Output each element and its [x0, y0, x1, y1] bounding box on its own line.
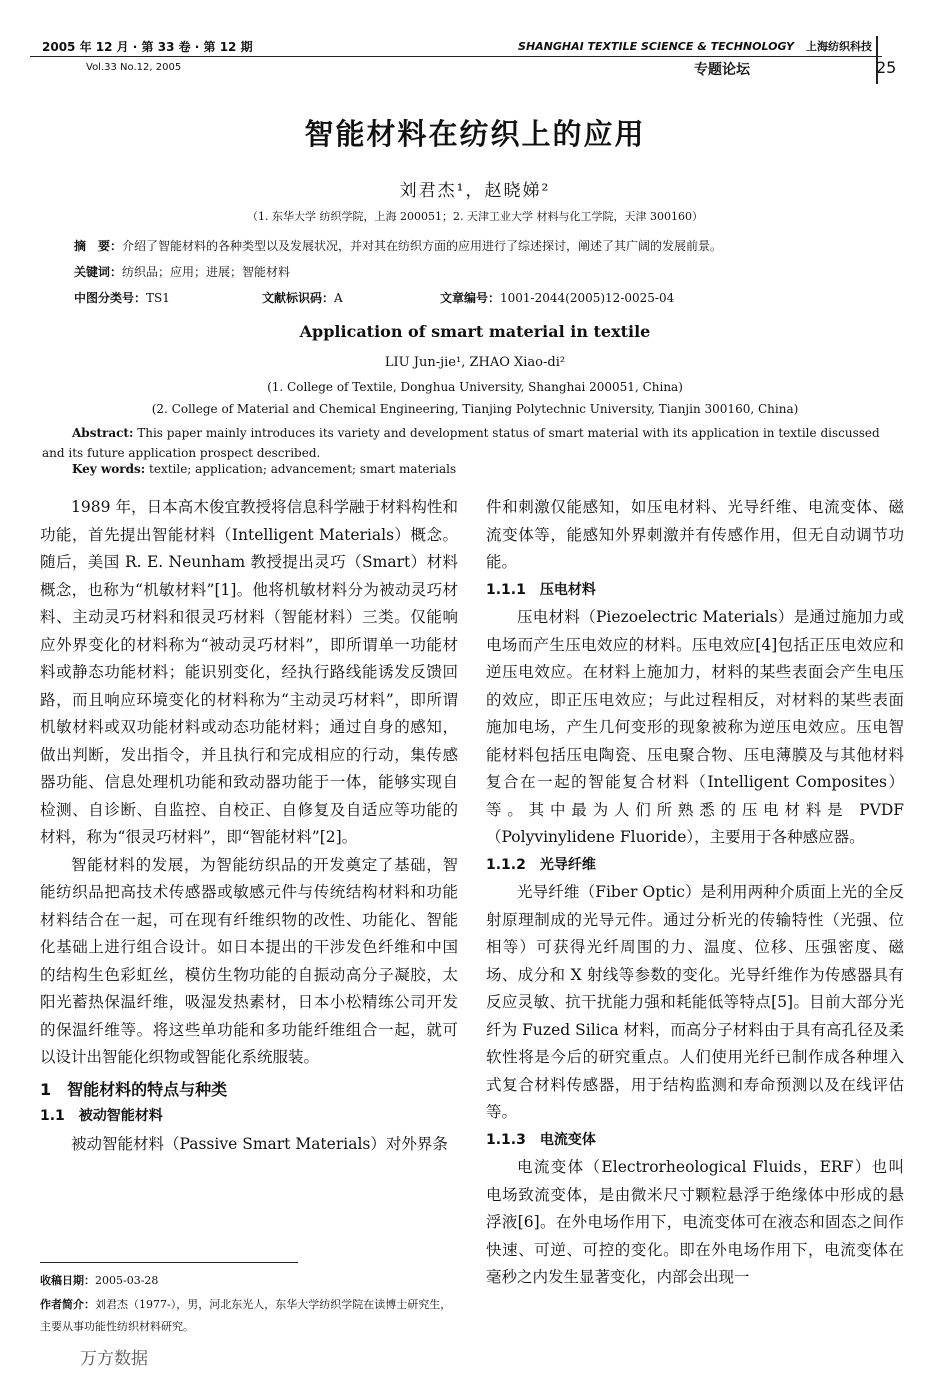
classification-label: 中图分类号：: [74, 291, 147, 305]
subsection-heading: 1.1 被动智能材料: [40, 1108, 163, 1124]
abstract-cn: [74, 237, 894, 254]
paragraph: 电流变体（Electrorheological Fluids，ERF）也叫电场致流变体，是由微米尺寸颗粒悬浮于绝缘体中形成的悬浮液[6]。在外电场作用下，电流变体可在液态和固态之间作快速、可逆、可控的变化。即在外电场作用下，电流变体在毫秒之内发生显著变化，内部会出现一: [486, 1158, 904, 1286]
section-name: 专题论坛: [694, 62, 750, 78]
en-abstract-text: This paper mainly introduces its variety and development status of smart material with its application in textile discussed and its future application prospect described.: [42, 426, 880, 460]
journal-name: [518, 38, 872, 54]
journal-name-en: SHANGHAI TEXTILE SCIENCE & TECHNOLOGY: [518, 40, 794, 53]
paragraph: 智能材料的发展，为智能纺织品的开发奠定了基础，智能纺织品把高技术传感器或敏感元件与传统结构材料和功能材料结合在一起，可在现有纤维织物的改性、功能化、智能化基础上进行组合设计。如日本提出的干涉发色纤维和中国的结构生色彩虹丝，模仿生物功能的自振动高分子凝胶，太阳光蓄热保温纤维，吸湿发热素材，日本小松精练公司开发的保温纤维等。将这些单功能和多功能纤维组合一起，就可以设计出智能化织物或智能化系统服装。: [40, 855, 458, 1066]
abstract-cn-text: 介绍了智能材料的各种类型以及发展状况，并对其在纺织方面的应用进行了综述探讨，阐述了其广阔的发展前景。: [122, 239, 723, 253]
section-heading: 1 智能材料的特点与种类: [40, 1079, 228, 1099]
footnote-rule: [40, 1262, 298, 1263]
volume-info: Vol.33 No.12, 2005: [86, 62, 182, 73]
subsection-heading: 1.1.2 光导纤维: [486, 856, 596, 873]
paragraph: 件和刺激仅能感知，如压电材料、光导纤维、电流变体、磁流变体等，能感知外界刺激并有传感作用，但无自动调节功能。: [486, 498, 904, 571]
paragraph: 被动智能材料（Passive Smart Materials）对外界条: [71, 1134, 448, 1153]
keywords-cn-label: 关键词：: [74, 265, 123, 279]
en-title: Application of smart material in textile: [299, 322, 651, 341]
subsection-heading: 1.1.1 压电材料: [486, 581, 596, 598]
en-keywords-text: textile; application; advancement; smart materials: [149, 462, 457, 476]
en-authors: LIU Jun-jie¹, ZHAO Xiao-di²: [384, 355, 566, 370]
en-affiliation-2: (2. College of Material and Chemical Engineering, Tianjing Polytechnic University, Tianjin 300160, China): [151, 402, 799, 416]
article-number-label: 文章编号：: [440, 291, 501, 305]
affiliation: （1. 东华大学 纺织学院，上海 200051；2. 天津工业大学 材料与化工学院，天津 300160）: [247, 210, 703, 223]
author-bio-label: 作者简介：: [40, 1298, 95, 1311]
en-abstract-label: Abstract:: [72, 426, 134, 440]
page-number: 25: [876, 58, 897, 77]
doc-id-value: A: [334, 291, 343, 305]
classification-value: TS1: [146, 291, 170, 305]
watermark: 万方数据: [80, 1349, 148, 1369]
received-date: 2005-03-28: [95, 1274, 159, 1287]
footnote-received: [40, 1270, 460, 1292]
keywords-cn-text: 纺织品；应用；进展；智能材料: [122, 265, 291, 279]
en-keywords: [72, 462, 456, 476]
paper-title: 智能材料在纺织上的应用: [304, 117, 646, 151]
en-affiliation-1: (1. College of Textile, Donghua University, Shanghai 200051, China): [267, 380, 683, 394]
article-number-value: 1001-2044(2005)12-0025-04: [500, 291, 675, 305]
article-number: [440, 289, 674, 306]
footnote-author: [40, 1294, 460, 1338]
paragraph: 光导纤维（Fiber Optic）是利用两种介质面上光的全反射原理制成的光导元件。通过分析光的传输特性（光强、位相等）可获得光纤周围的力、温度、位移、压强密度、磁场、成分和 X 射线等参数的变化。光导纤维作为传感器具有反应灵敏、抗干扰能力强和耗能低等特点[5]。目前大部分光纤为 Fuzed Silica 材料，而高分子材料由于具有高孔径及柔软性将是今后的研究重点。人们使用光纤已制作成各种埋入式复合材料传感器，用于结构监测和寿命预测以及在线评估等。: [486, 883, 904, 1121]
paragraph: 1989 年，日本高木俊宜教授将信息科学融于材料构性和功能，首先提出智能材料（Intelligent Materials）概念。随后，美国 R. E. Neunham 教授提出灵巧（Smart）材料概念，也称为“机敏材料”[1]。他将机敏材料分为被动灵巧材料、主动灵巧材料和很灵巧材料（智能材料）三类。仅能响应外界变化的材料称为“被动灵巧材料”，即所谓单一功能材料或静态功能材料；能识别变化，经执行路线能诱发反馈回路，而且响应环境变化的材料称为“主动灵巧材料”，即所谓机敏材料或双功能材料或动态功能材料；通过自身的感知，做出判断，发出指令，并且执行和完成相应的行动，集传感器功能、信息处理机功能和致动器功能于一体，能够实现自检测、自诊断、自监控、自校正、自修复及自适应等功能的材料，称为“很灵巧材料”，即“智能材料”[2]。: [40, 498, 458, 846]
body-column-right: [486, 494, 904, 1292]
paragraph: 压电材料（Piezoelectric Materials）是通过施加力或电场而产生压电效应的材料。压电效应[4]包括正压电效应和逆压电效应。在材料上施加力，材料的某些表面会产生电压的效应，即正压电效应；与此过程相反，对材料的某些表面施加电场，产生几何变形的现象被称为逆压电效应。压电智能材料包括压电陶瓷、压电聚合物、压电薄膜及与其他材料复合在一起的智能复合材料（Intelligent Composites）等。其中最为人们所熟悉的压电材料是 PVDF（Polyvinylidene Fluoride），主要用于各种感应器。: [486, 608, 904, 846]
author-bio: 刘君杰（1977-），男，河北东光人，东华大学纺织学院在读博士研究生，主要从事功能性纺织材料研究。: [40, 1298, 452, 1333]
en-keywords-label: Key words:: [72, 462, 146, 476]
authors: 刘君杰¹，赵晓娣²: [399, 181, 551, 201]
subsection-heading: 1.1.3 电流变体: [486, 1131, 596, 1148]
doc-id: [262, 289, 343, 306]
keywords-cn: [74, 263, 290, 280]
body-column-left: [40, 494, 458, 1158]
abstract-cn-label: 摘 要：: [74, 239, 123, 253]
classification: [74, 289, 170, 306]
received-label: 收稿日期：: [40, 1274, 95, 1287]
doc-id-label: 文献标识码：: [262, 291, 335, 305]
journal-name-cn: 上海纺织科技: [806, 40, 872, 53]
en-abstract: [42, 423, 904, 463]
issue-info: 2005 年 12 月 · 第 33 卷 · 第 12 期: [42, 40, 253, 54]
header-rule: [30, 56, 882, 57]
